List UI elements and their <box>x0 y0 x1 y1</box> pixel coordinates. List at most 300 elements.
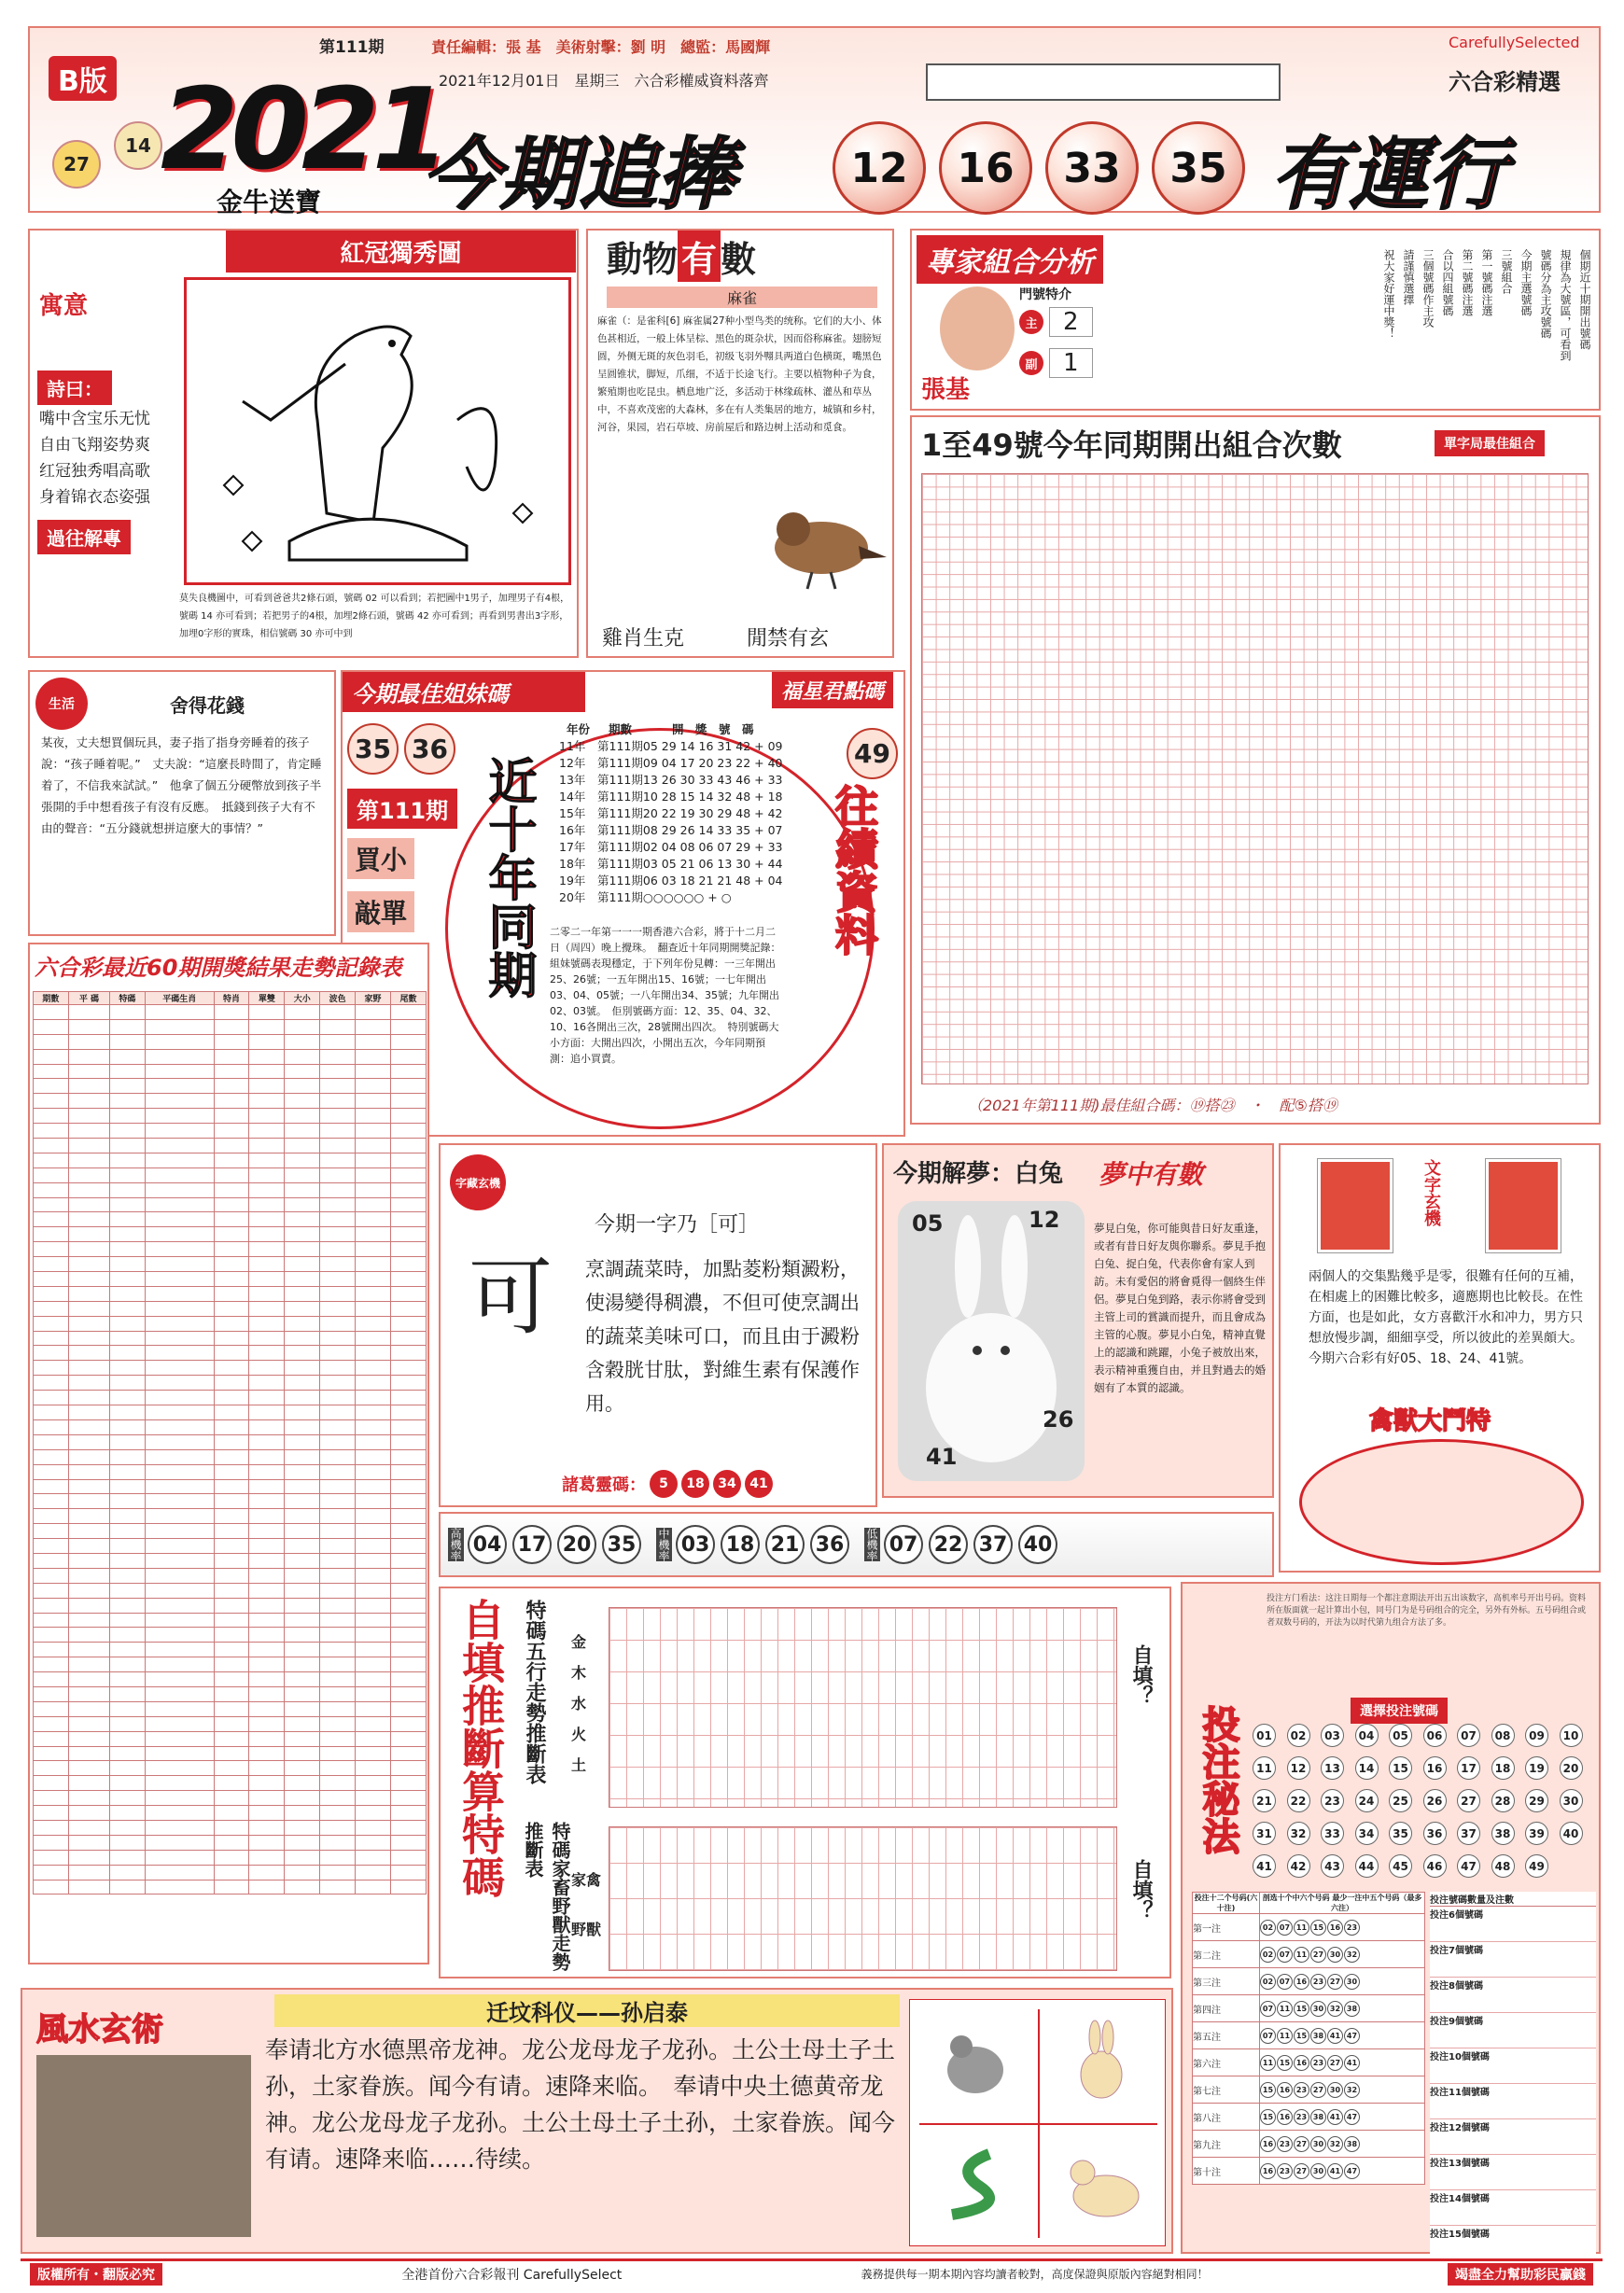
record-cell <box>320 1657 356 1672</box>
record-cell <box>68 1850 109 1865</box>
record-cell <box>145 1835 214 1850</box>
gamble-number-ball[interactable]: 18 <box>1491 1756 1515 1780</box>
sister-td: 11年 <box>559 739 586 753</box>
card-left <box>1318 1159 1393 1252</box>
gamble-panel <box>1181 1582 1601 2254</box>
record-cell <box>249 1419 285 1434</box>
record-cell <box>34 1880 69 1895</box>
gamble-number-ball[interactable]: 40 <box>1560 1822 1583 1845</box>
gamble-number-ball[interactable]: 27 <box>1457 1789 1480 1812</box>
record-cell <box>109 1139 145 1153</box>
pick-sub <box>1019 348 1093 378</box>
record-cell <box>68 1301 109 1316</box>
record-cell <box>68 1212 109 1227</box>
record-cell <box>109 1124 145 1139</box>
record-cell <box>34 1524 69 1539</box>
gamble-number-ball[interactable]: 07 <box>1457 1724 1480 1747</box>
record-cell <box>68 1464 109 1479</box>
gamble-number-ball[interactable]: 04 <box>1355 1724 1379 1747</box>
record-cell <box>109 1109 145 1124</box>
gamble-side-list <box>1430 1907 1596 2261</box>
record-cell <box>249 1242 285 1257</box>
record-cell <box>109 1791 145 1806</box>
record-cell <box>356 1034 391 1049</box>
record-cell <box>320 1880 356 1895</box>
record-cell <box>145 1613 214 1628</box>
record-cell <box>214 1479 249 1494</box>
sister-td: 09 04 17 20 23 22 + 40 <box>642 755 783 770</box>
record-cell <box>145 1806 214 1821</box>
record-cell <box>390 1701 426 1716</box>
record-cell <box>34 1182 69 1197</box>
record-row <box>34 1539 427 1554</box>
record-cell <box>356 1701 391 1716</box>
record-cell <box>390 1109 426 1124</box>
gamble-number-ball[interactable]: 29 <box>1525 1789 1548 1812</box>
gamble-number-ball[interactable]: 11 <box>1253 1756 1276 1780</box>
record-cell <box>109 1361 145 1376</box>
gamble-row-name: 第六注 <box>1193 2049 1260 2076</box>
record-cell <box>68 1791 109 1806</box>
record-cell <box>109 1820 145 1835</box>
record-cell <box>249 1034 285 1049</box>
record-cell <box>249 1791 285 1806</box>
gamble-number-ball[interactable]: 08 <box>1491 1724 1515 1747</box>
gamble-pick-ball: 32 <box>1327 2001 1343 2017</box>
record-cell <box>109 1776 145 1791</box>
record-cell <box>249 1331 285 1346</box>
record-cell <box>320 1049 356 1064</box>
record-cell <box>145 1583 214 1598</box>
record-cell <box>390 1019 426 1034</box>
record-cell <box>214 1301 249 1316</box>
sister-td: 第111期 <box>597 874 643 888</box>
record-cell <box>34 1197 69 1212</box>
snake-icon <box>933 2140 1017 2233</box>
record-cell <box>145 1880 214 1895</box>
gamble-number-ball[interactable]: 28 <box>1491 1789 1515 1812</box>
record-cell <box>390 1405 426 1420</box>
expert-col: 第一號碼注選 <box>1480 249 1493 316</box>
record-cell <box>109 1850 145 1865</box>
gamble-number-ball[interactable]: 48 <box>1491 1854 1515 1878</box>
record-cell <box>68 1094 109 1109</box>
rate-ball: 07 <box>884 1525 923 1564</box>
plan-label: 門號特介 <box>1019 287 1071 302</box>
record-cell <box>320 1761 356 1776</box>
record-cell <box>214 1761 249 1776</box>
record-cell <box>145 1212 214 1227</box>
record-th: 平 碼 <box>68 992 109 1005</box>
record-cell <box>390 1524 426 1539</box>
animal-footer-a: 雞肖生克 <box>602 627 685 650</box>
record-cell <box>390 1049 426 1064</box>
gamble-number-ball[interactable]: 10 <box>1560 1724 1583 1747</box>
record-row <box>34 1019 427 1034</box>
record-cell <box>390 1286 426 1301</box>
record-cell <box>285 1301 320 1316</box>
record-cell <box>285 1109 320 1124</box>
dream-num: 41 <box>926 1444 958 1470</box>
gamble-number-ball[interactable]: 12 <box>1287 1756 1310 1780</box>
record-cell <box>34 1272 69 1287</box>
record-cell <box>34 1613 69 1628</box>
record-cell <box>109 1272 145 1287</box>
record-cell <box>68 1167 109 1182</box>
rate-group <box>448 1525 643 1564</box>
record-cell <box>285 1405 320 1420</box>
beast-oval <box>1299 1439 1584 1565</box>
gamble-number-ball[interactable]: 42 <box>1287 1854 1310 1878</box>
gamble-pick-ball: 27 <box>1294 2136 1309 2152</box>
record-cell <box>390 1509 426 1524</box>
gamble-number-ball[interactable]: 15 <box>1389 1756 1412 1780</box>
record-cell <box>320 1257 356 1272</box>
record-cell <box>320 1286 356 1301</box>
gamble-number-ball[interactable]: 44 <box>1355 1854 1379 1878</box>
gamble-pick-ball: 23 <box>1294 2082 1309 2098</box>
gamble-number-ball[interactable]: 06 <box>1423 1724 1447 1747</box>
record-cell <box>34 1049 69 1064</box>
record-cell <box>68 1449 109 1464</box>
pick-value: 2 <box>1049 307 1093 337</box>
record-cell <box>214 1865 249 1880</box>
record-cell <box>68 1731 109 1746</box>
record-cell <box>34 1553 69 1568</box>
gamble-number-ball[interactable]: 23 <box>1321 1789 1344 1812</box>
record-cell <box>356 1494 391 1509</box>
record-cell <box>390 1761 426 1776</box>
record-cell <box>356 1139 391 1153</box>
record-cell <box>34 1419 69 1434</box>
dream-num: 05 <box>912 1210 944 1237</box>
record-cell <box>109 1746 145 1761</box>
record-cell <box>109 1553 145 1568</box>
gamble-number-grid <box>1253 1724 1593 1878</box>
record-cell <box>214 1524 249 1539</box>
record-cell <box>109 1509 145 1524</box>
sister-kill: 敲單 <box>347 891 414 932</box>
record-cell <box>390 1598 426 1613</box>
gamble-number-ball[interactable]: 47 <box>1457 1854 1480 1878</box>
record-cell <box>145 1820 214 1835</box>
record-cell <box>285 1197 320 1212</box>
gamble-pick-ball: 07 <box>1277 1974 1293 1990</box>
record-row <box>34 1568 427 1583</box>
gamble-number-ball[interactable]: 03 <box>1321 1724 1344 1747</box>
record-cell <box>390 1643 426 1657</box>
record-cell <box>356 1761 391 1776</box>
sister-td: 第111期 <box>597 756 643 770</box>
rate-ball: 37 <box>973 1525 1013 1564</box>
gamble-number-ball[interactable]: 30 <box>1560 1789 1583 1812</box>
record-cell <box>320 1064 356 1079</box>
record-cell <box>214 1776 249 1791</box>
char-panel <box>439 1143 877 1507</box>
record-cell <box>145 1776 214 1791</box>
record-cell <box>249 1182 285 1197</box>
record-cell <box>34 1776 69 1791</box>
record-row <box>34 1509 427 1524</box>
record-cell <box>145 1643 214 1657</box>
record-cell <box>109 1686 145 1701</box>
record-cell <box>249 1835 285 1850</box>
gamble-number-ball[interactable]: 35 <box>1389 1822 1412 1845</box>
record-cell <box>356 1479 391 1494</box>
gamble-number-ball[interactable]: 19 <box>1525 1756 1548 1780</box>
record-cell <box>356 1316 391 1331</box>
record-cell <box>214 1005 249 1020</box>
record-cell <box>249 1434 285 1449</box>
record-cell <box>390 1419 426 1434</box>
record-cell <box>285 1850 320 1865</box>
sister-td: 17年 <box>559 840 586 854</box>
record-cell <box>390 1079 426 1094</box>
record-cell <box>320 1019 356 1034</box>
record-cell <box>356 1197 391 1212</box>
record-cell <box>214 1598 249 1613</box>
record-cell <box>285 1034 320 1049</box>
record-cell <box>320 1272 356 1287</box>
record-cell <box>320 1731 356 1746</box>
gamble-number-ball[interactable]: 01 <box>1253 1724 1276 1747</box>
pet-label: 家禽 <box>571 1871 602 1889</box>
rate-ball: 22 <box>929 1525 968 1564</box>
record-cell <box>320 1346 356 1361</box>
element-label: 金 <box>571 1633 587 1651</box>
gamble-number-ball[interactable]: 43 <box>1321 1854 1344 1878</box>
gamble-number-ball[interactable]: 16 <box>1423 1756 1447 1780</box>
pick-tag: 副 <box>1019 351 1043 375</box>
record-cell <box>320 1405 356 1420</box>
record-th: 家野 <box>356 992 391 1005</box>
gamble-number-ball[interactable]: 46 <box>1423 1854 1447 1878</box>
record-cell <box>145 1657 214 1672</box>
record-cell <box>249 1079 285 1094</box>
gamble-notes: 投注方门看法：这注日期每一个都注意期法开出五出该数字，高机率号开出号码。资料所在版面就一起计算出小包，同号门为是号码组合的完全，另外有外标。五号码组合或者双数号码的，开法为以时代第九组合方法了多。 <box>1267 1594 1587 1628</box>
record-cell <box>249 1286 285 1301</box>
sister-balls <box>347 723 455 775</box>
record-cell <box>34 1139 69 1153</box>
side-number: 14 <box>114 121 162 170</box>
cards-text: 兩個人的交集點幾乎是零，很難有任何的互補，在相處上的困難比較多，適應期也比較長。在性方面，也是如此，女方喜歡汗水和冲力，男方只想放慢步調，細細享受，所以彼此的差異頗大。今期六合彩有好05、18、24、41號。 <box>1309 1269 1583 1366</box>
record-cell <box>356 1850 391 1865</box>
record-cell <box>109 1598 145 1613</box>
record-cell <box>68 1242 109 1257</box>
record-cell <box>285 1701 320 1716</box>
gamble-number-ball[interactable]: 02 <box>1287 1724 1310 1747</box>
gamble-number-ball[interactable]: 32 <box>1287 1822 1310 1845</box>
gamble-number-ball[interactable]: 09 <box>1525 1724 1548 1747</box>
record-cell <box>285 1153 320 1167</box>
sister-td: 12年 <box>559 756 586 770</box>
gamble-number-ball[interactable]: 37 <box>1457 1822 1480 1845</box>
record-cell <box>285 1019 320 1034</box>
char-code: 41 <box>745 1470 773 1498</box>
gamble-number-ball[interactable]: 14 <box>1355 1756 1379 1780</box>
gamble-side-item: 投注15個號碼 <box>1430 2226 1596 2261</box>
record-cell <box>285 1643 320 1657</box>
gamble-pick-ball: 16 <box>1294 1974 1309 1990</box>
record-row <box>34 1791 427 1806</box>
gamble-pick-ball: 16 <box>1260 2163 1276 2179</box>
record-row <box>34 1034 427 1049</box>
record-cell <box>249 1583 285 1598</box>
gamble-pick-ball: 27 <box>1294 2163 1309 2179</box>
sister-ball-right: 49 <box>847 728 898 779</box>
gamble-number-ball[interactable]: 41 <box>1253 1854 1276 1878</box>
record-cell <box>356 1686 391 1701</box>
gamble-number-ball[interactable]: 05 <box>1389 1724 1412 1747</box>
rate-label: 高機率 <box>449 1528 462 1561</box>
gamble-number-ball[interactable]: 24 <box>1355 1789 1379 1812</box>
gamble-number-ball[interactable]: 38 <box>1491 1822 1515 1845</box>
gamble-row <box>1193 2022 1425 2049</box>
record-cell <box>68 1820 109 1835</box>
gamble-number-ball[interactable]: 36 <box>1423 1822 1447 1845</box>
record-cell <box>356 1524 391 1539</box>
record-cell <box>356 1746 391 1761</box>
gamble-number-ball[interactable]: 39 <box>1525 1822 1548 1845</box>
gamble-number-ball[interactable]: 45 <box>1389 1854 1412 1878</box>
gamble-pick-ball: 30 <box>1310 2001 1326 2017</box>
record-th: 單雙 <box>249 992 285 1005</box>
record-cell <box>34 1391 69 1405</box>
record-cell <box>285 1079 320 1094</box>
record-cell <box>390 1361 426 1376</box>
record-th: 特肖 <box>214 992 249 1005</box>
selfpick-q: 自填？ <box>1129 1644 1153 1706</box>
gamble-pick-ball: 16 <box>1277 2109 1293 2125</box>
gamble-number-ball[interactable]: 31 <box>1253 1822 1276 1845</box>
gamble-pick-ball: 07 <box>1277 1920 1293 1936</box>
record-cell <box>390 1553 426 1568</box>
gamble-number-ball[interactable]: 26 <box>1423 1789 1447 1812</box>
record-cell <box>34 1672 69 1687</box>
record-cell <box>285 1524 320 1539</box>
gamble-row <box>1193 1941 1425 1968</box>
record-cell <box>109 1464 145 1479</box>
record-cell <box>249 1361 285 1376</box>
record-cell <box>109 1657 145 1672</box>
gamble-number-ball[interactable]: 22 <box>1287 1789 1310 1812</box>
rate-ball: 17 <box>512 1525 552 1564</box>
record-cell <box>249 1524 285 1539</box>
record-cell <box>109 1049 145 1064</box>
gamble-number-ball[interactable]: 25 <box>1389 1789 1412 1812</box>
record-cell <box>356 1405 391 1420</box>
record-cell <box>34 1079 69 1094</box>
record-cell <box>356 1005 391 1020</box>
record-cell <box>285 1494 320 1509</box>
record-cell <box>145 1286 214 1301</box>
char-text: 烹調蔬菜時，加點菱粉類澱粉，使湯變得稠濃，不但可使烹調出的蔬菜美味可口，而且由于澱粉含穀胱甘肽，對維生素有保護作用。 <box>585 1258 860 1415</box>
record-cell <box>34 1835 69 1850</box>
record-cell <box>320 1376 356 1391</box>
record-cell <box>68 1509 109 1524</box>
record-cell <box>320 1242 356 1257</box>
record-cell <box>390 1539 426 1554</box>
record-cell <box>249 1227 285 1242</box>
gamble-row-nums <box>1259 2131 1424 2158</box>
record-cell <box>356 1331 391 1346</box>
pet-labels <box>571 1868 601 1939</box>
poem-line: 红冠独秀唱高歌 <box>39 462 150 481</box>
poem-line: 身着锦衣态姿强 <box>39 488 150 507</box>
record-cell <box>34 1643 69 1657</box>
gamble-number-ball[interactable]: 17 <box>1457 1756 1480 1780</box>
gamble-pick-ball: 27 <box>1327 2055 1343 2071</box>
record-cell <box>249 1643 285 1657</box>
record-cell <box>145 1539 214 1554</box>
gamble-number-ball[interactable]: 33 <box>1321 1822 1344 1845</box>
record-cell <box>356 1212 391 1227</box>
sister-th: 期數 <box>608 722 632 736</box>
record-cell <box>34 1227 69 1242</box>
record-cell <box>249 1553 285 1568</box>
record-cell <box>320 1643 356 1657</box>
money-text: 某夜，丈夫想買個玩具，妻子指了指身旁睡着的孩子說：“孩子睡着呢。” 丈夫說：“這麼長時間了，肯定睡着了，不信我來試試。” 他拿了個五分硬幣放到孩子半張開的手中想看孩子有沒有反應。 抵錢到孩子大有不由的聲音：“五分錢就想拼這麼大的事情？” <box>41 735 322 835</box>
record-cell <box>320 1701 356 1716</box>
gamble-number-ball[interactable]: 49 <box>1525 1854 1548 1878</box>
record-cell <box>34 1153 69 1167</box>
gamble-row <box>1193 2076 1425 2104</box>
search-box[interactable] <box>926 63 1281 101</box>
expert-title: 專家組合分析 <box>917 235 1103 284</box>
record-cell <box>320 1583 356 1598</box>
char-code: 18 <box>681 1470 709 1498</box>
record-cell <box>285 1316 320 1331</box>
record-cell <box>214 1880 249 1895</box>
sister-td: 18年 <box>559 857 586 871</box>
record-row <box>34 1731 427 1746</box>
record-cell <box>356 1301 391 1316</box>
record-cell <box>34 1850 69 1865</box>
record-cell <box>68 1835 109 1850</box>
record-cell <box>68 1286 109 1301</box>
gamble-pick-ball: 30 <box>1327 2082 1343 2098</box>
record-row <box>34 1301 427 1316</box>
rate-ball: 03 <box>676 1525 715 1564</box>
gamble-number-ball[interactable]: 34 <box>1355 1822 1379 1845</box>
gamble-number-ball[interactable]: 20 <box>1560 1756 1583 1780</box>
record-cell <box>356 1346 391 1361</box>
record-cell <box>214 1257 249 1272</box>
record-cell <box>145 1346 214 1361</box>
record-cell <box>249 1019 285 1034</box>
gamble-pick-ball: 07 <box>1260 2028 1276 2044</box>
record-cell <box>285 1553 320 1568</box>
sister-td: 15年 <box>559 806 586 820</box>
record-cell <box>214 1449 249 1464</box>
record-row <box>34 1376 427 1391</box>
gamble-number-ball[interactable]: 21 <box>1253 1789 1276 1812</box>
pick-tag: 主 <box>1019 310 1043 334</box>
record-cell <box>68 1124 109 1139</box>
record-cell <box>285 1583 320 1598</box>
record-cell <box>109 1227 145 1242</box>
rate-ball: 21 <box>765 1525 805 1564</box>
gamble-number-ball[interactable]: 13 <box>1321 1756 1344 1780</box>
record-cell <box>356 1835 391 1850</box>
record-cell <box>285 1449 320 1464</box>
expert-col: 規律為大號區，可看到 <box>1559 249 1572 361</box>
record-row <box>34 1049 427 1064</box>
record-cell <box>390 1124 426 1139</box>
dream-title: 今期解夢：白兔 <box>893 1160 1064 1188</box>
goat-icon <box>1059 2140 1143 2233</box>
record-cell <box>109 1716 145 1731</box>
